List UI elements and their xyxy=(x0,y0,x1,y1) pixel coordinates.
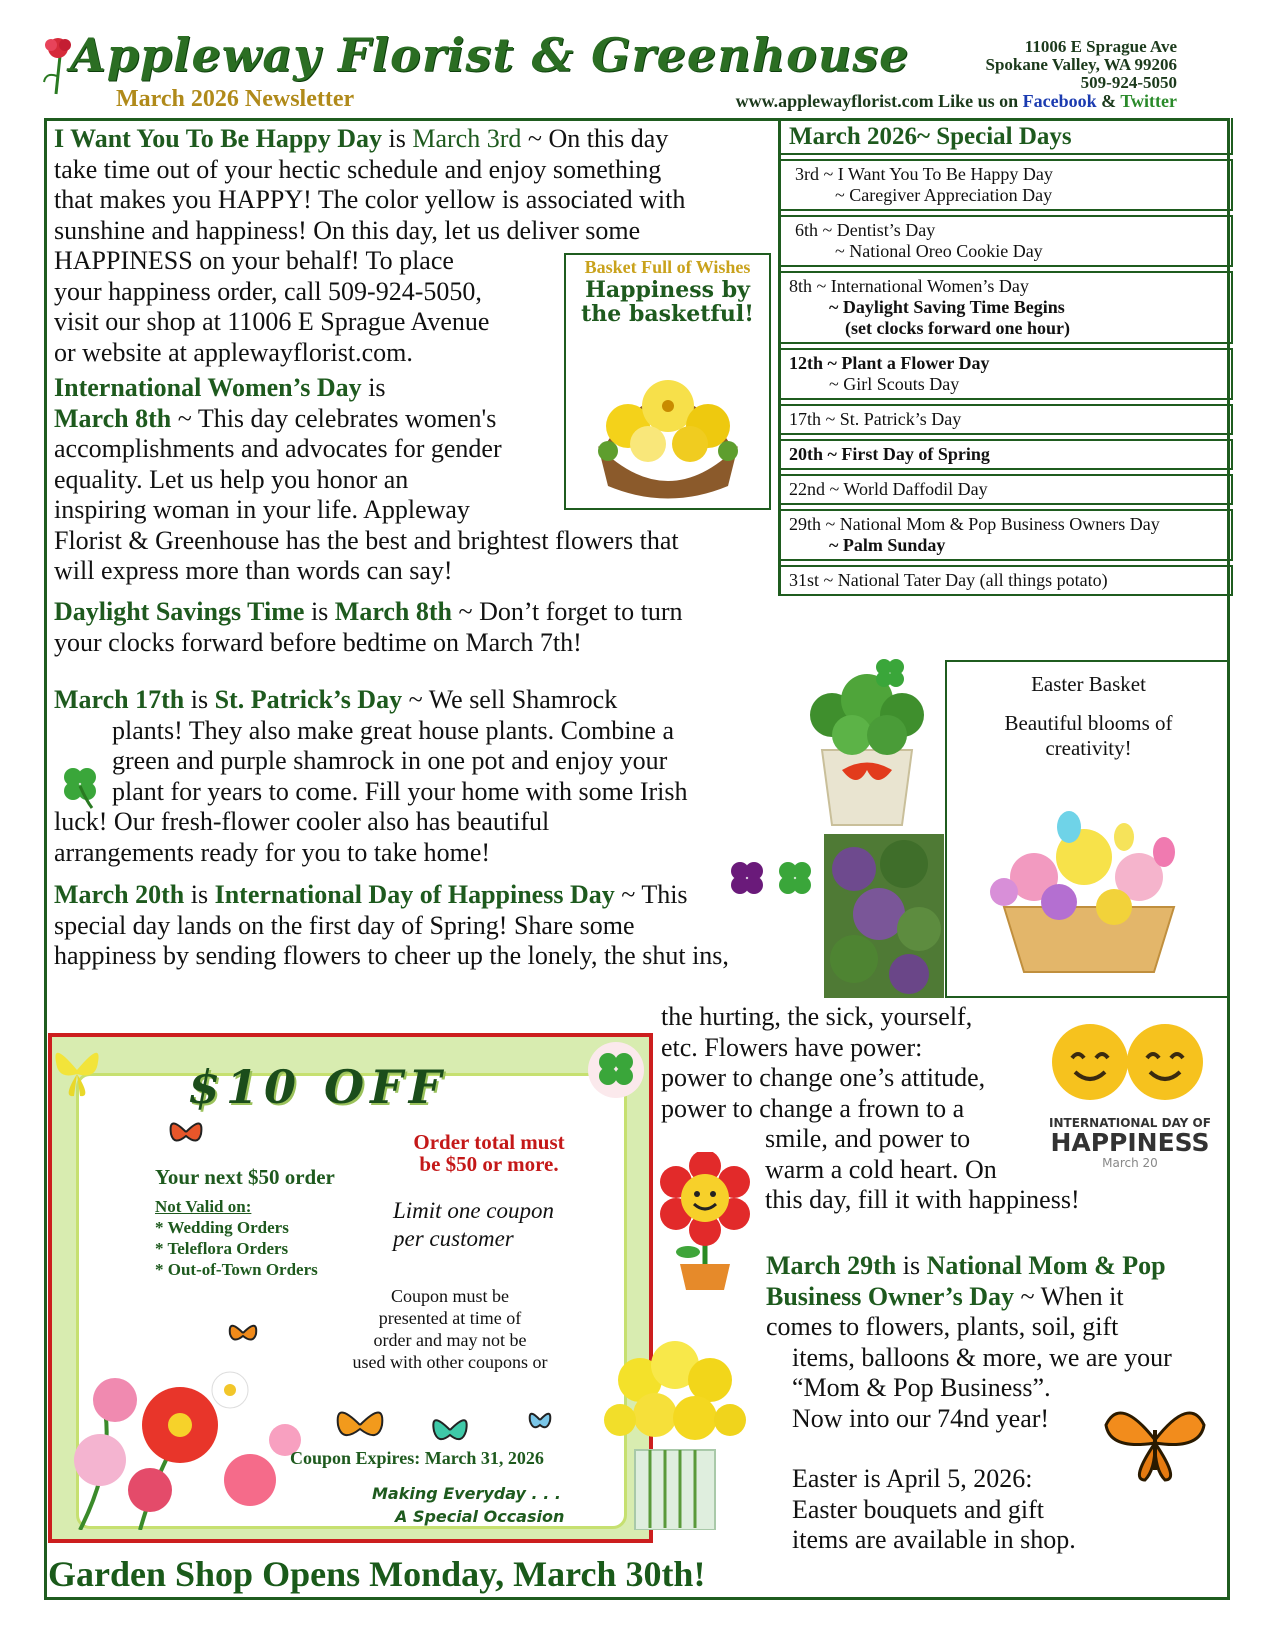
basket-tagline-1: Happiness by xyxy=(585,277,750,303)
text-line: ~ This day celebrates women's xyxy=(171,403,497,433)
terms-line: presented at time of xyxy=(378,1308,522,1328)
special-day-text: 12th ~ Plant a Flower Day xyxy=(789,353,990,373)
text-line: ~ On this day xyxy=(521,124,669,153)
special-day-text: 31st ~ National Tater Day (all things potato) xyxy=(789,570,1108,590)
easter-caption-2: creativity! xyxy=(1045,736,1132,760)
special-day-row xyxy=(781,159,1233,211)
article-happiness-day xyxy=(54,880,814,972)
is-text: is xyxy=(184,685,215,714)
happiness-date: March 20th xyxy=(54,880,185,909)
exclusion-item: * Teleflora Orders xyxy=(155,1239,289,1258)
butterfly-icon xyxy=(1100,1395,1210,1490)
basket-tagline-2: the basketful! xyxy=(581,301,754,327)
text-line: power to change one’s attitude, xyxy=(661,1063,986,1092)
exclusion-item: * Wedding Orders xyxy=(155,1218,289,1237)
special-day-text: 8th ~ International Women’s Day xyxy=(789,276,1029,296)
coupon-shamrock-icon xyxy=(586,1040,646,1105)
coupon-offer: $10 OFF xyxy=(188,1060,448,1114)
is-text: is xyxy=(304,597,335,626)
text-line: arrangements ready for you to take home! xyxy=(54,837,491,867)
text-line: ~ We sell Shamrock xyxy=(402,685,618,714)
is-text: is xyxy=(184,880,215,909)
text-line: smile, and power to xyxy=(765,1124,971,1153)
mompop-heading-1: National Mom & Pop xyxy=(926,1251,1166,1280)
logo-line-2: HAPPINESS xyxy=(1050,1128,1210,1157)
address-city: Spokane Valley, WA 99206 xyxy=(985,55,1177,74)
text-line: luck! Our fresh-flower cooler also has beautiful xyxy=(54,807,550,836)
garden-shop-banner: Garden Shop Opens Monday, March 30th! xyxy=(48,1554,706,1594)
text-line: plant for years to come. Fill your home with some Irish xyxy=(112,776,688,806)
coupon-min-line: Order total must xyxy=(413,1130,565,1154)
special-day-text: 6th ~ Dentist’s Day xyxy=(795,220,936,240)
special-day-text: ~ Girl Scouts Day xyxy=(829,374,960,394)
smiley-faces-icon xyxy=(1040,1022,1220,1102)
easter-basket-image xyxy=(964,767,1214,977)
daffodil-vase-image xyxy=(600,1340,750,1535)
coupon-limit xyxy=(393,1197,554,1253)
text-line: special day lands on the first day of Spring! Share some xyxy=(54,910,635,940)
coupon-motto-1: Making Everyday . . . xyxy=(372,1484,561,1503)
purple-green-shamrocks-icon xyxy=(726,856,822,911)
text-line: take time out of your hectic schedule and enjoy something xyxy=(54,154,662,184)
special-day-text: ~ Palm Sunday xyxy=(829,535,946,555)
shamrock-clover-icon xyxy=(870,654,910,699)
special-day-text: 22nd ~ World Daffodil Day xyxy=(789,479,988,499)
shop-title: Appleway Florist & Greenhouse xyxy=(70,28,910,82)
womens-day-heading: International Women’s Day xyxy=(54,373,362,402)
text-line: the hurting, the sick, yourself, xyxy=(661,1002,973,1031)
text-line: items, balloons & more, we are your xyxy=(792,1342,1172,1372)
shop-address xyxy=(986,38,1177,92)
text-line: this day, fill it with happiness! xyxy=(765,1185,1080,1214)
facebook-link[interactable]: Facebook xyxy=(1022,91,1097,111)
text-line: Now into our 74nd year! xyxy=(792,1403,1050,1433)
article-womens-day xyxy=(54,373,754,587)
terms-line: Coupon must be xyxy=(390,1286,509,1306)
yellow-butterfly-icon xyxy=(52,1040,102,1105)
easter-title: Easter Basket xyxy=(1031,672,1146,696)
not-valid-label: Not Valid on: xyxy=(155,1197,252,1216)
dst-date: March 8th xyxy=(334,597,453,626)
text-line: plants! They also make great house plants. Combine a xyxy=(112,715,674,745)
womens-day-date: March 8th xyxy=(54,403,172,433)
coupon-terms xyxy=(320,1285,580,1373)
article-st-patricks xyxy=(54,685,754,868)
is-text: is xyxy=(896,1251,927,1280)
special-day-row xyxy=(781,404,1233,435)
text-line: your happiness order, call 509-924-5050, xyxy=(54,276,482,306)
special-day-text: ~ Daylight Saving Time Begins xyxy=(829,297,1065,317)
is-text: is xyxy=(382,124,413,153)
special-day-text: ~ National Oreo Cookie Day xyxy=(835,241,1043,261)
coupon-expiry: Coupon Expires: March 31, 2026 xyxy=(290,1448,544,1468)
text-line: HAPPINESS on your behalf! To place xyxy=(54,246,454,275)
coupon-min-line: be $50 or more. xyxy=(419,1152,559,1176)
special-day-text: 17th ~ St. Patrick’s Day xyxy=(789,409,962,429)
text-line: Easter bouquets and gift xyxy=(792,1494,1044,1524)
shamrock-plant-image xyxy=(782,660,942,840)
coupon-min-order xyxy=(384,1131,594,1175)
amp-text: & xyxy=(1101,91,1117,111)
special-day-text: (set clocks forward one hour) xyxy=(845,318,1070,338)
text-line: power to change a frown to a xyxy=(661,1093,965,1123)
address-street: 11006 E Sprague Ave xyxy=(1024,37,1177,56)
special-day-text: 20th ~ First Day of Spring xyxy=(789,444,990,464)
coupon-small-butterfly-icon xyxy=(166,1112,206,1157)
text-line: visit our shop at 11006 E Sprague Avenue xyxy=(54,307,490,336)
logo-line-3: March 20 xyxy=(1102,1156,1158,1170)
special-day-row xyxy=(781,215,1233,267)
shamrock-icon xyxy=(56,762,104,815)
twitter-link[interactable]: Twitter xyxy=(1120,91,1177,111)
text-line: ~ This xyxy=(614,880,688,909)
limit-line: per customer xyxy=(393,1226,514,1251)
text-line: inspiring woman in your life. Appleway xyxy=(54,495,470,524)
article-daylight-savings xyxy=(54,597,774,658)
phone-number: 509-924-5050 xyxy=(1080,73,1177,92)
text-line: items are available in shop. xyxy=(792,1525,1076,1554)
coupon-exclusions xyxy=(155,1196,318,1280)
text-line: sunshine and happiness! On this day, let us deliver some xyxy=(54,215,641,245)
mompop-date: March 29th xyxy=(766,1251,897,1280)
happiness-day-logo xyxy=(1040,1022,1220,1170)
special-day-row xyxy=(781,271,1233,344)
limit-line: Limit one coupon xyxy=(393,1198,554,1223)
mompop-heading-2: Business Owner’s Day xyxy=(766,1281,1014,1311)
text-line: that makes you HAPPY! The color yellow is associated with xyxy=(54,185,686,214)
coupon-next-order: Your next $50 order xyxy=(155,1165,335,1189)
is-text: is xyxy=(361,373,386,402)
newsletter-date: March 2026 Newsletter xyxy=(116,86,355,112)
coupon-motto-2: A Special Occasion xyxy=(395,1507,565,1526)
text-line: happiness by sending flowers to cheer up the lonely, the shut ins, xyxy=(54,941,729,970)
web-links xyxy=(736,91,1177,112)
text-line: or website at applewayflorist.com. xyxy=(54,337,413,367)
special-day-row xyxy=(781,509,1233,561)
special-day-text: ~ Caregiver Appreciation Day xyxy=(835,185,1053,205)
terms-line: order and may not be xyxy=(373,1330,527,1350)
easter-basket-box xyxy=(945,660,1230,998)
patrick-date: March 17th xyxy=(54,685,185,714)
special-days-table xyxy=(778,118,1233,596)
text-line: comes to flowers, plants, soil, gift xyxy=(766,1312,1119,1341)
logo-line-1: INTERNATIONAL DAY OF xyxy=(1049,1116,1211,1130)
special-day-row xyxy=(781,439,1233,470)
text-line: “Mom & Pop Business”. xyxy=(792,1373,1051,1402)
text-line: your clocks forward before bedtime on March 7th! xyxy=(54,627,582,657)
text-line: Easter is April 5, 2026: xyxy=(792,1464,1033,1493)
text-line: equality. Let us help you honor an xyxy=(54,464,409,494)
special-day-text: 29th ~ National Mom & Pop Business Owners Day xyxy=(789,514,1160,534)
text-line: green and purple shamrock in one pot and enjoy your xyxy=(112,746,668,775)
coupon-orange-butterfly-icon xyxy=(226,1316,260,1355)
exclusion-item: * Out-of-Town Orders xyxy=(155,1260,318,1279)
text-line: etc. Flowers have power: xyxy=(661,1032,923,1062)
special-day-row xyxy=(781,565,1233,596)
coupon-flowers-image xyxy=(60,1330,320,1535)
text-line: accomplishments and advocates for gender xyxy=(54,434,502,463)
happy-day-heading: I Want You To Be Happy Day xyxy=(54,124,383,153)
special-days-title: March 2026~ Special Days xyxy=(781,118,1233,155)
dst-heading: Daylight Savings Time xyxy=(54,597,305,626)
special-day-row xyxy=(781,474,1233,505)
text-line: ~ When it xyxy=(1013,1281,1124,1311)
patrick-heading: St. Patrick’s Day xyxy=(214,685,403,714)
text-line: Florist & Greenhouse has the best and brightest flowers that xyxy=(54,525,679,555)
text-line: ~ Don’t forget to turn xyxy=(452,597,683,626)
special-day-row xyxy=(781,348,1233,400)
website-link[interactable]: www.applewayflorist.com Like us on xyxy=(735,91,1019,111)
terms-line: used with other coupons or xyxy=(352,1352,548,1372)
basket-title: Basket Full of Wishes xyxy=(584,257,751,277)
special-day-text: 3rd ~ I Want You To Be Happy Day xyxy=(795,164,1053,184)
easter-caption-1: Beautiful blooms of xyxy=(1004,711,1173,735)
text-line: will express more than words can say! xyxy=(54,556,453,585)
happiness-heading: International Day of Happiness Day xyxy=(214,880,615,909)
smiling-flower-icon xyxy=(650,1152,760,1297)
purple-shamrock-image xyxy=(824,834,944,1003)
text-line: warm a cold heart. On xyxy=(765,1154,997,1184)
happy-day-date: March 3rd xyxy=(412,124,522,153)
